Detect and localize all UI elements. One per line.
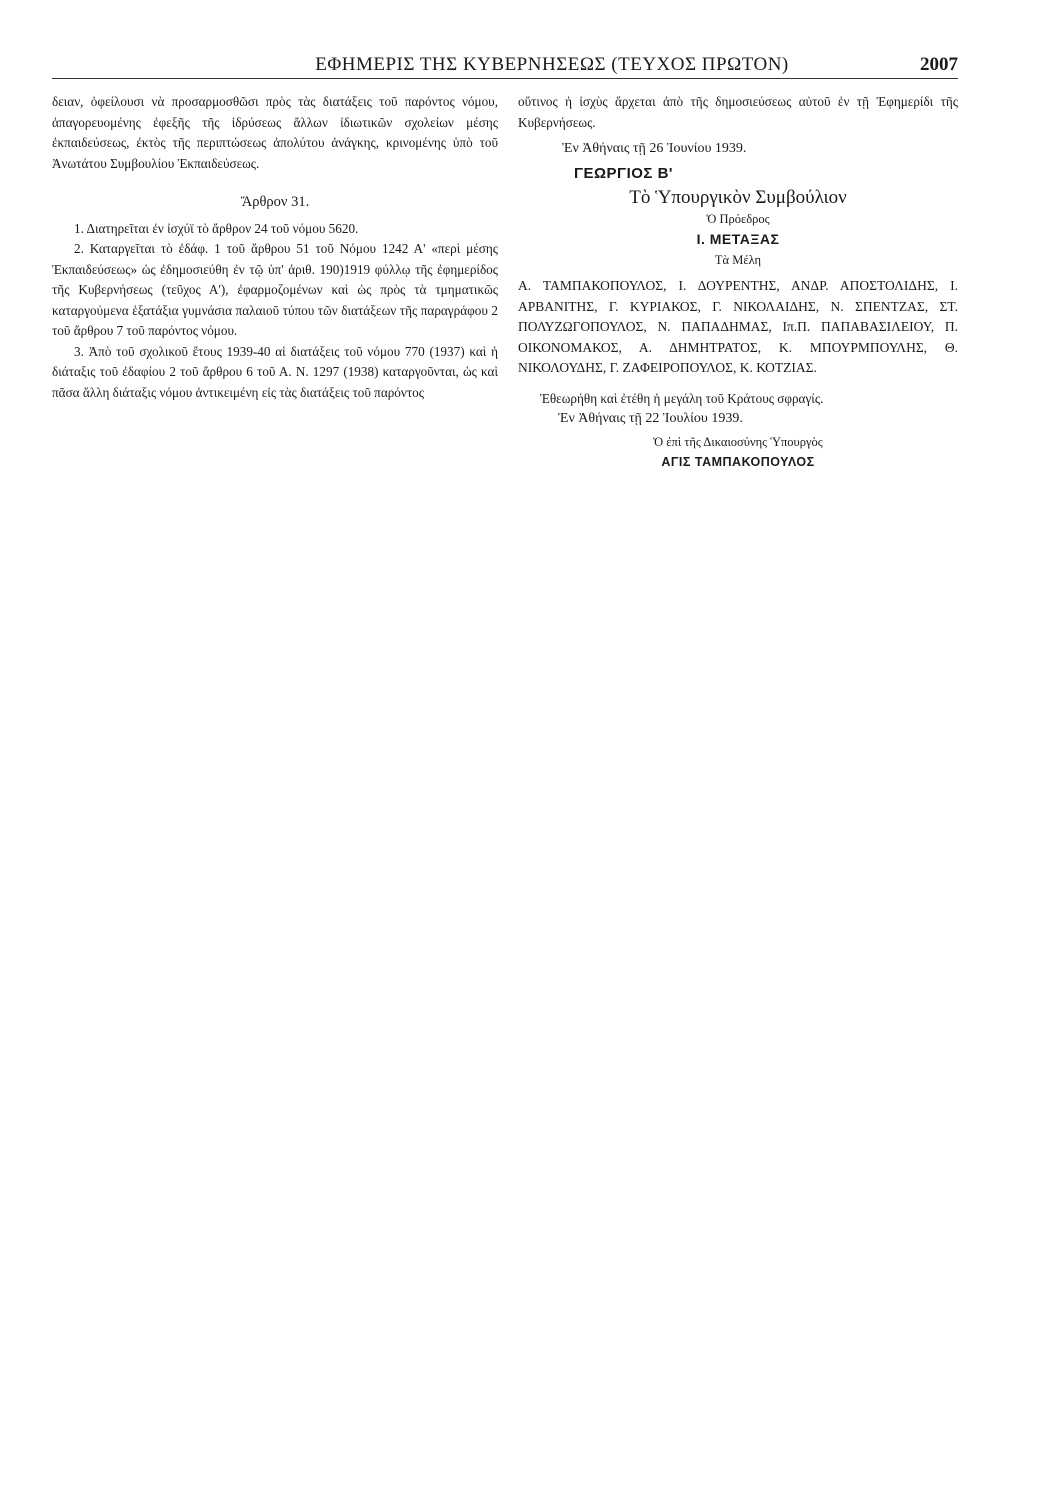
page-header	[52, 54, 958, 80]
members-list: Α. ΤΑΜΠΑΚΟΠΟΥΛΟΣ, Ι. ΔΟΥΡΕΝΤΗΣ, ΑΝΔΡ. ΑΠΟΣΤΟΛΙΔΗΣ, Ι. ΑΡΒΑΝΙΤΗΣ, Γ. ΚΥΡΙΑΚΟΣ, Γ. ΝΙΚΟΛΑΙΔΗΣ, Ν. ΣΠΕΝΤΖΑΣ, ΣΤ. ΠΟΛΥΖΩΓΟΠΟΥΛΟΣ, Ν. ΠΑΠΑΔΗΜΑΣ, Ιπ.Π. ΠΑΠΑΒΑΣΙΛΕΙΟΥ, Π. ΟΙΚΟΝΟΜΑΚΟΣ, Α. ΔΗΜΗΤΡΑΤΟΣ, Κ. ΜΠΟΥΡΜΠΟΥΛΗΣ, Θ. ΝΙΚΟΛΟΥΔΗΣ, Γ. ΖΑΦΕΙΡΟΠΟΥΛΟΣ, Κ. ΚΟΤΖΙΑΣ.	[518, 278, 958, 375]
seal-statement: Ἐθεωρήθη καὶ ἐτέθη ἡ μεγάλη τοῦ Κράτους σφραγίς.	[540, 390, 824, 406]
signing-date: Ἐν Ἀθήναις τῇ 26 Ἰουνίου 1939.	[562, 141, 747, 156]
article-heading: Ἄρθρον 31.	[240, 194, 310, 210]
minister-label: Ὁ ἐπὶ τῆς Δικαιοσύνης Ὑπουργὸς	[653, 434, 823, 449]
minister-name: ΑΓΙΣ ΤΑΜΠΑΚΟΠΟΥΛΟΣ	[661, 455, 815, 469]
president-label: Ὁ Πρόεδρος	[706, 211, 770, 226]
header-rule	[52, 78, 958, 79]
article-clause-1: 1. Διατηρεῖται ἐν ἰσχύϊ τὸ ἄρθρον 24 τοῦ νόμου 5620.	[74, 220, 359, 236]
seal-date: Ἐν Ἀθήναις τῇ 22 Ἰουλίου 1939.	[558, 411, 743, 426]
left-column	[52, 92, 498, 403]
left-paragraph-continued: δειαν, ὀφείλουσι νὰ προσαρμοσθῶσι πρὸς τὰς διατάξεις τοῦ παρόντος νόμου, ἀπαγορευομένης ἐφεξῆς τῆς ἱδρύσεως ἄλλων ἰδιωτικῶν σχολείων μέσης ἐκπαιδεύσεως, ἐκτὸς τῆς περιπτώσεως ἀπολύτου ἀνάγκης, κρινομένης ὑπὸ τοῦ Ἀνωτάτου Συμβουλίου Ἐκπαιδεύσεως.	[52, 94, 498, 171]
right-column	[518, 92, 958, 473]
president-name: Ι. ΜΕΤΑΞΑΣ	[696, 231, 780, 247]
right-paragraph-continued: οὕτινος ἡ ἰσχὺς ἄρχεται ἀπὸ τῆς δημοσιεύσεως αὐτοῦ ἐν τῇ Ἐφημερίδι τῆς Κυβερνήσεως.	[518, 94, 958, 130]
article-clause-3: 3. Ἀπὸ τοῦ σχολικοῦ ἔτους 1939-40 αἱ διατάξεις τοῦ νόμου 770 (1937) καὶ ἡ διάταξις τοῦ ἐδαφίου 2 τοῦ ἄρθρου 6 τοῦ Α. Ν. 1297 (1938) καταργοῦνται, ὡς καὶ πᾶσα ἄλλη διάταξις νόμου ἀντικειμένη εἰς τὰς διατάξεις τοῦ παρόντος	[52, 343, 498, 400]
page-number: 2007	[920, 54, 958, 75]
king-signature: ΓΕΩΡΓΙΟΣ Β'	[574, 164, 673, 182]
gazette-title: ΕΦΗΜΕΡΙΣ ΤΗΣ ΚΥΒΕΡΝΗΣΕΩΣ (ΤΕΥΧΟΣ ΠΡΩΤΟΝ)	[315, 54, 789, 75]
council-heading: Τὸ Ὑπουργικὸν Συμβούλιον	[629, 187, 847, 208]
members-label: Τὰ Μέλη	[714, 252, 762, 267]
article-clause-2: 2. Καταργεῖται τὸ ἐδάφ. 1 τοῦ ἄρθρου 51 τοῦ Νόμου 1242 Α' «περὶ μέσης Ἐκπαιδεύσεως» ὡς ἐδημοσιεύθη ἐν τῷ ὑπ' ἀριθ. 190)1919 φύλλῳ τῆς ἐφημερίδος τῆς Κυβερνήσεως (τεῦχος Α'), ἐφαρμοζομένων καὶ ὡς πρὸς τὰ τμηματικῶς καταργούμενα ἑξατάξια γυμνάσια παλαιοῦ τύπου τῶν διατάξεων τῆς παραγράφου 2 τοῦ ἄρθρου 7 τοῦ παρόντος νόμου.	[52, 241, 498, 338]
